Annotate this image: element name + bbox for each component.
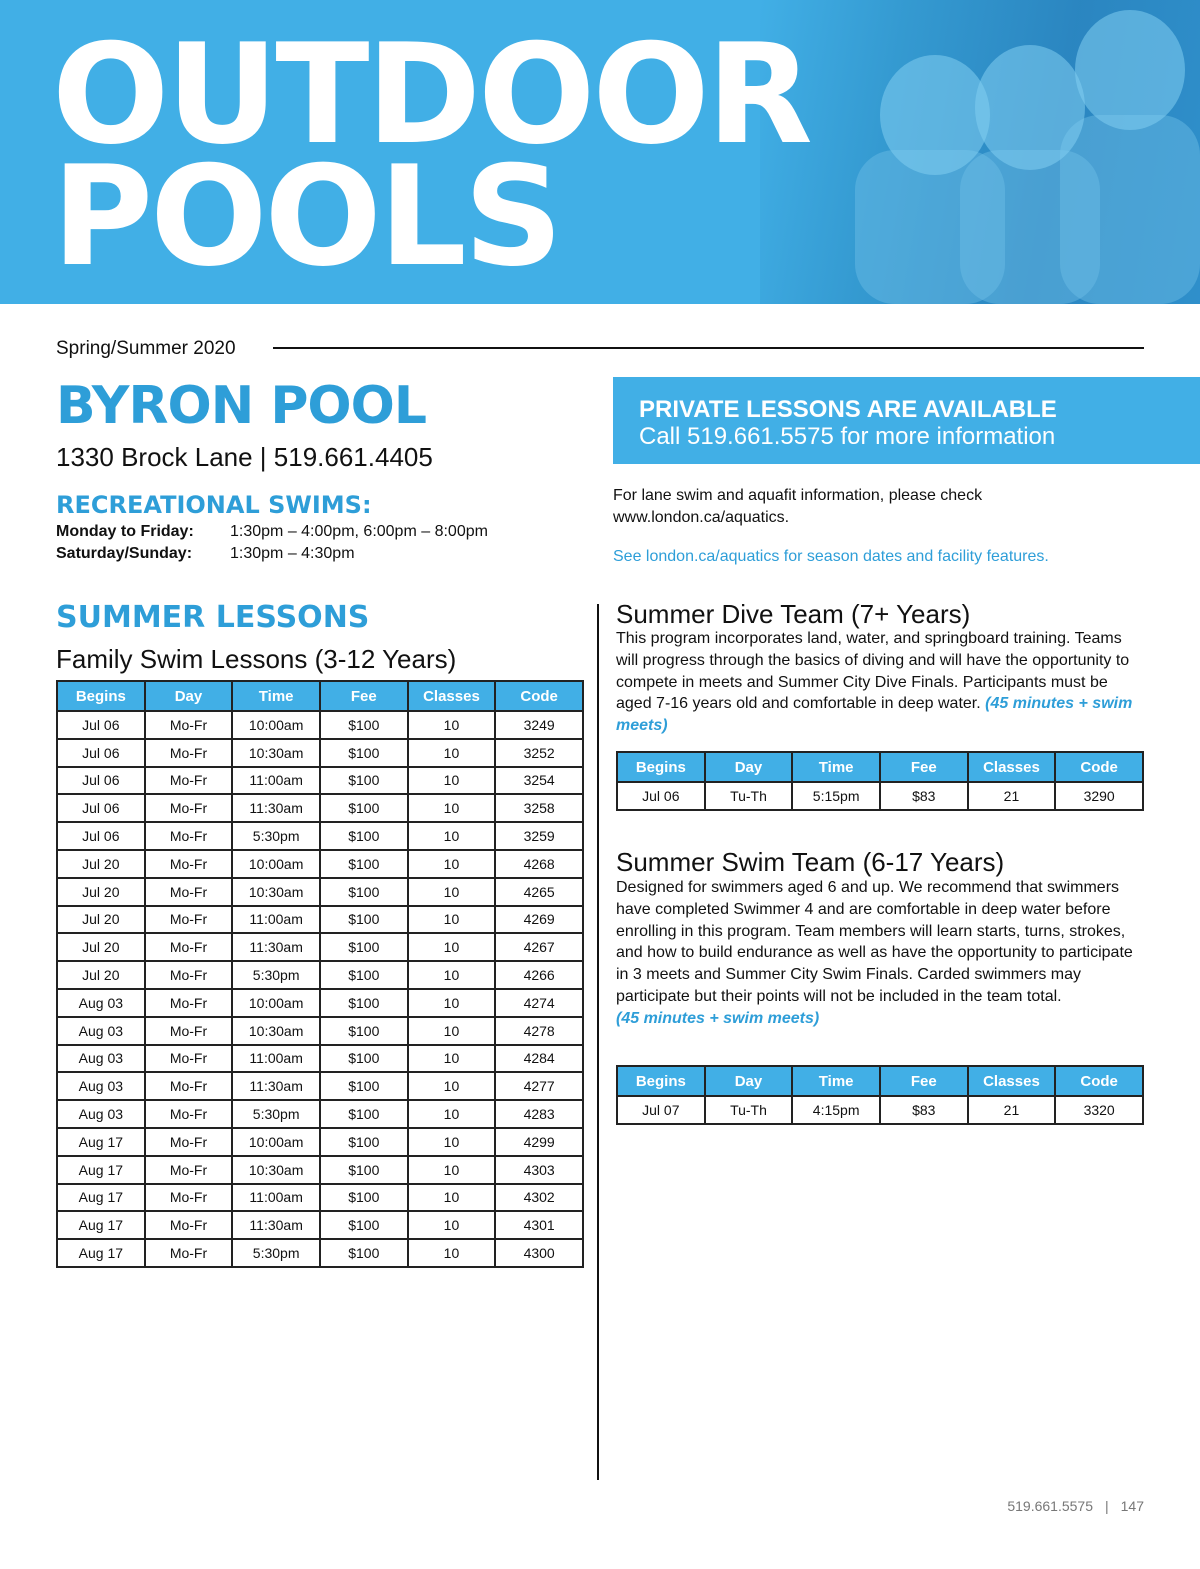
table-cell: 11:30am bbox=[232, 794, 320, 822]
table-cell: Aug 03 bbox=[57, 1017, 145, 1045]
swim-duration-note: (45 minutes + swim meets) bbox=[616, 1009, 820, 1027]
table-cell: 4265 bbox=[495, 878, 583, 906]
table-cell: 4266 bbox=[495, 961, 583, 989]
table-body bbox=[617, 782, 1143, 810]
table-cell: Mo-Fr bbox=[145, 961, 233, 989]
pool-name: BYRON POOL bbox=[56, 376, 426, 436]
table-cell: 10 bbox=[408, 711, 496, 739]
table-cell: 10:30am bbox=[232, 1017, 320, 1045]
table-row bbox=[57, 1072, 583, 1100]
table-row bbox=[57, 906, 583, 934]
table-cell: Mo-Fr bbox=[145, 1211, 233, 1239]
table-cell: 4301 bbox=[495, 1211, 583, 1239]
table-cell: Mo-Fr bbox=[145, 822, 233, 850]
column-header: Fee bbox=[880, 752, 968, 782]
banner-title bbox=[52, 14, 810, 297]
column-header: Time bbox=[792, 752, 880, 782]
recreational-hours: 1:30pm – 4:30pm bbox=[230, 545, 355, 562]
table-cell: Jul 06 bbox=[57, 739, 145, 767]
children-photo bbox=[760, 0, 1200, 304]
table-row bbox=[57, 850, 583, 878]
table-cell: Mo-Fr bbox=[145, 1239, 233, 1267]
table-cell: Aug 17 bbox=[57, 1211, 145, 1239]
table-cell: 4302 bbox=[495, 1184, 583, 1212]
recreational-row bbox=[56, 545, 355, 563]
page-number: 147 bbox=[1120, 1498, 1144, 1514]
table-cell: Jul 06 bbox=[57, 822, 145, 850]
table-cell: $100 bbox=[320, 739, 408, 767]
table-body bbox=[57, 711, 583, 1267]
table-cell: Mo-Fr bbox=[145, 767, 233, 795]
table-cell: $100 bbox=[320, 878, 408, 906]
table-cell: 10 bbox=[408, 1072, 496, 1100]
table-cell: Aug 17 bbox=[57, 1239, 145, 1267]
table-row bbox=[57, 961, 583, 989]
table-cell: 10 bbox=[408, 906, 496, 934]
table-cell: Mo-Fr bbox=[145, 850, 233, 878]
table-row bbox=[57, 711, 583, 739]
table-cell: Tu-Th bbox=[705, 782, 793, 810]
table-cell: $100 bbox=[320, 961, 408, 989]
table-cell: Aug 03 bbox=[57, 1100, 145, 1128]
summer-lessons-title: SUMMER LESSONS bbox=[56, 600, 370, 635]
table-cell: Mo-Fr bbox=[145, 1100, 233, 1128]
table-cell: $100 bbox=[320, 794, 408, 822]
private-lessons-title: PRIVATE LESSONS ARE AVAILABLE bbox=[639, 396, 1057, 423]
table-row bbox=[617, 782, 1143, 810]
table-cell: 5:30pm bbox=[232, 1239, 320, 1267]
dive-description-text: This program incorporates land, water, and springboard training. Teams will progress through the basics of diving and will have the opportunity to compete in meets and Summer City Dive Finals. Participants must be aged 7-16 years old and comfortable in deep water. bbox=[616, 630, 1130, 713]
table-cell: Mo-Fr bbox=[145, 933, 233, 961]
column-header: Time bbox=[232, 681, 320, 711]
pool-address: 1330 Brock Lane | 519.661.4405 bbox=[56, 442, 433, 472]
table-cell: 10:00am bbox=[232, 850, 320, 878]
table-cell: $100 bbox=[320, 1239, 408, 1267]
table-cell: 4299 bbox=[495, 1128, 583, 1156]
table-cell: 4278 bbox=[495, 1017, 583, 1045]
table-row bbox=[57, 1100, 583, 1128]
column-divider bbox=[597, 604, 599, 1480]
column-header: Day bbox=[705, 752, 793, 782]
column-header: Day bbox=[145, 681, 233, 711]
table-cell: 4268 bbox=[495, 850, 583, 878]
table-cell: $100 bbox=[320, 1211, 408, 1239]
column-header: Begins bbox=[57, 681, 145, 711]
table-cell: 4269 bbox=[495, 906, 583, 934]
footer-separator: | bbox=[1105, 1498, 1109, 1514]
table-cell: 4267 bbox=[495, 933, 583, 961]
family-swim-title: Family Swim Lessons (3-12 Years) bbox=[56, 644, 457, 674]
table-cell: Mo-Fr bbox=[145, 878, 233, 906]
table-cell: 3252 bbox=[495, 739, 583, 767]
table-cell: 10:30am bbox=[232, 739, 320, 767]
season-row bbox=[56, 338, 1144, 362]
header-banner bbox=[0, 0, 1200, 304]
page-footer bbox=[1007, 1498, 1144, 1514]
table-row bbox=[57, 767, 583, 795]
table-cell: $100 bbox=[320, 1100, 408, 1128]
table-cell: Aug 17 bbox=[57, 1128, 145, 1156]
photo-shape bbox=[880, 55, 990, 175]
table-cell: 11:30am bbox=[232, 933, 320, 961]
table-cell: Jul 06 bbox=[57, 711, 145, 739]
column-header: Day bbox=[705, 1066, 793, 1096]
table-cell: Jul 20 bbox=[57, 961, 145, 989]
table-row bbox=[57, 933, 583, 961]
table-cell: Aug 03 bbox=[57, 989, 145, 1017]
table-cell: 10 bbox=[408, 850, 496, 878]
table-row bbox=[57, 1017, 583, 1045]
table-cell: 11:00am bbox=[232, 906, 320, 934]
table-cell: 4303 bbox=[495, 1156, 583, 1184]
table-cell: $100 bbox=[320, 906, 408, 934]
table-cell: 4:15pm bbox=[792, 1096, 880, 1124]
table-header-row bbox=[617, 752, 1143, 782]
table-cell: 3249 bbox=[495, 711, 583, 739]
table-row bbox=[57, 739, 583, 767]
recreational-row bbox=[56, 523, 488, 541]
table-cell: 4284 bbox=[495, 1045, 583, 1073]
table-cell: 10 bbox=[408, 878, 496, 906]
table-cell: 3259 bbox=[495, 822, 583, 850]
table-cell: 10 bbox=[408, 1017, 496, 1045]
photo-shape bbox=[1060, 115, 1200, 304]
table-cell: Mo-Fr bbox=[145, 739, 233, 767]
table-cell: 3254 bbox=[495, 767, 583, 795]
table-cell: 10:00am bbox=[232, 711, 320, 739]
table-cell: Aug 17 bbox=[57, 1156, 145, 1184]
column-header: Begins bbox=[617, 752, 705, 782]
column-header: Fee bbox=[880, 1066, 968, 1096]
table-cell: Mo-Fr bbox=[145, 1017, 233, 1045]
column-header: Time bbox=[792, 1066, 880, 1096]
table-cell: $100 bbox=[320, 1017, 408, 1045]
table-cell: 11:30am bbox=[232, 1211, 320, 1239]
table-cell: 10 bbox=[408, 933, 496, 961]
table-cell: Jul 07 bbox=[617, 1096, 705, 1124]
table-cell: 11:00am bbox=[232, 767, 320, 795]
dive-team-description bbox=[616, 628, 1136, 737]
column-header: Code bbox=[1055, 752, 1143, 782]
footer-phone: 519.661.5575 bbox=[1007, 1498, 1093, 1514]
table-cell: 10 bbox=[408, 1156, 496, 1184]
table-cell: Mo-Fr bbox=[145, 1072, 233, 1100]
table-cell: 10 bbox=[408, 1184, 496, 1212]
table-cell: Mo-Fr bbox=[145, 906, 233, 934]
table-cell: Aug 03 bbox=[57, 1072, 145, 1100]
table-row bbox=[57, 1184, 583, 1212]
table-row bbox=[57, 1211, 583, 1239]
table-cell: Jul 20 bbox=[57, 878, 145, 906]
banner-title-line1: OUTDOOR bbox=[52, 14, 810, 175]
table-cell: 4283 bbox=[495, 1100, 583, 1128]
table-cell: Mo-Fr bbox=[145, 1045, 233, 1073]
swim-team-description bbox=[616, 877, 1136, 1030]
dive-duration-note: (45 minutes + swim meets) bbox=[616, 695, 1133, 735]
column-header: Classes bbox=[968, 1066, 1056, 1096]
table-cell: $100 bbox=[320, 1072, 408, 1100]
table-cell: 10 bbox=[408, 1128, 496, 1156]
table-cell: 11:00am bbox=[232, 1045, 320, 1073]
table-cell: 4277 bbox=[495, 1072, 583, 1100]
column-header: Begins bbox=[617, 1066, 705, 1096]
recreational-day-label: Monday to Friday: bbox=[56, 523, 194, 540]
private-lessons-subtitle: Call 519.661.5575 for more information bbox=[639, 423, 1056, 450]
table-cell: Jul 06 bbox=[57, 794, 145, 822]
table-cell: 10 bbox=[408, 961, 496, 989]
table-cell: Mo-Fr bbox=[145, 989, 233, 1017]
table-cell: 5:30pm bbox=[232, 1100, 320, 1128]
column-header: Fee bbox=[320, 681, 408, 711]
private-lessons-box bbox=[613, 377, 1200, 464]
table-cell: 10:00am bbox=[232, 989, 320, 1017]
photo-shape bbox=[1075, 10, 1185, 130]
table-cell: 10 bbox=[408, 989, 496, 1017]
table-row bbox=[57, 822, 583, 850]
table-cell: Jul 20 bbox=[57, 906, 145, 934]
table-body bbox=[617, 1096, 1143, 1124]
table-cell: 10 bbox=[408, 822, 496, 850]
table-row bbox=[57, 878, 583, 906]
recreational-hours: 1:30pm – 4:00pm, 6:00pm – 8:00pm bbox=[230, 523, 488, 540]
table-cell: 4300 bbox=[495, 1239, 583, 1267]
table-cell: $83 bbox=[880, 782, 968, 810]
table-cell: 10 bbox=[408, 1211, 496, 1239]
table-cell: 5:15pm bbox=[792, 782, 880, 810]
table-cell: 11:00am bbox=[232, 1184, 320, 1212]
swim-team-table bbox=[616, 1065, 1144, 1125]
column-header: Classes bbox=[408, 681, 496, 711]
table-cell: $100 bbox=[320, 822, 408, 850]
dive-team-table bbox=[616, 751, 1144, 811]
swim-team-title: Summer Swim Team (6-17 Years) bbox=[616, 847, 1005, 877]
table-cell: Jul 06 bbox=[57, 767, 145, 795]
table-cell: $100 bbox=[320, 850, 408, 878]
table-cell: 10 bbox=[408, 1239, 496, 1267]
table-cell: 5:30pm bbox=[232, 961, 320, 989]
table-row bbox=[57, 1239, 583, 1267]
table-row bbox=[57, 989, 583, 1017]
table-cell: $100 bbox=[320, 1045, 408, 1073]
table-cell: 10:00am bbox=[232, 1128, 320, 1156]
table-cell: 3290 bbox=[1055, 782, 1143, 810]
table-cell: Mo-Fr bbox=[145, 1184, 233, 1212]
season-divider bbox=[273, 347, 1144, 349]
table-cell: 10 bbox=[408, 1045, 496, 1073]
table-cell: $100 bbox=[320, 1128, 408, 1156]
season-label: Spring/Summer 2020 bbox=[56, 338, 246, 360]
column-header: Code bbox=[1055, 1066, 1143, 1096]
table-cell: $100 bbox=[320, 989, 408, 1017]
table-cell: 10 bbox=[408, 767, 496, 795]
table-cell: 3320 bbox=[1055, 1096, 1143, 1124]
swim-description-text: Designed for swimmers aged 6 and up. We recommend that swimmers have completed Swimmer 4 and are comfortable in deep water before enrolling in this program. Team members will learn starts, turns, strokes, and how to build endurance as well as have the opportunity to participate in 3 meets and Summer City Swim Finals. Carded swimmers may participate but their points will not be included in the team total. bbox=[616, 879, 1133, 1005]
table-cell: 21 bbox=[968, 1096, 1056, 1124]
recreational-day-label: Saturday/Sunday: bbox=[56, 545, 193, 562]
table-cell: 4274 bbox=[495, 989, 583, 1017]
table-cell: Aug 03 bbox=[57, 1045, 145, 1073]
table-row bbox=[57, 1045, 583, 1073]
table-row bbox=[57, 1156, 583, 1184]
table-cell: $100 bbox=[320, 1184, 408, 1212]
table-cell: $100 bbox=[320, 933, 408, 961]
table-header-row bbox=[57, 681, 583, 711]
table-cell: Mo-Fr bbox=[145, 794, 233, 822]
table-cell: Tu-Th bbox=[705, 1096, 793, 1124]
table-cell: 21 bbox=[968, 782, 1056, 810]
banner-title-line2: POOLS bbox=[52, 136, 561, 297]
table-cell: Aug 17 bbox=[57, 1184, 145, 1212]
table-cell: Mo-Fr bbox=[145, 1128, 233, 1156]
table-cell: $100 bbox=[320, 767, 408, 795]
table-header-row bbox=[617, 1066, 1143, 1096]
table-cell: 11:30am bbox=[232, 1072, 320, 1100]
table-cell: $83 bbox=[880, 1096, 968, 1124]
photo-shape bbox=[975, 45, 1085, 170]
table-row bbox=[617, 1096, 1143, 1124]
table-cell: Jul 20 bbox=[57, 850, 145, 878]
dive-team-title: Summer Dive Team (7+ Years) bbox=[616, 599, 971, 629]
lane-swim-info: For lane swim and aquafit information, please check www.london.ca/aquatics. bbox=[613, 487, 983, 526]
column-header: Classes bbox=[968, 752, 1056, 782]
column-header: Code bbox=[495, 681, 583, 711]
aquatics-link[interactable]: See london.ca/aquatics for season dates and facility features. bbox=[613, 548, 1049, 565]
table-cell: Jul 20 bbox=[57, 933, 145, 961]
table-cell: 10 bbox=[408, 739, 496, 767]
table-cell: Mo-Fr bbox=[145, 1156, 233, 1184]
family-lessons-table bbox=[56, 680, 584, 1268]
table-cell: 3258 bbox=[495, 794, 583, 822]
table-cell: $100 bbox=[320, 1156, 408, 1184]
table-row bbox=[57, 794, 583, 822]
table-cell: 10:30am bbox=[232, 878, 320, 906]
table-cell: Mo-Fr bbox=[145, 711, 233, 739]
table-row bbox=[57, 1128, 583, 1156]
table-cell: $100 bbox=[320, 711, 408, 739]
table-cell: Jul 06 bbox=[617, 782, 705, 810]
table-cell: 5:30pm bbox=[232, 822, 320, 850]
table-cell: 10 bbox=[408, 794, 496, 822]
recreational-swims-title: RECREATIONAL SWIMS: bbox=[56, 491, 372, 519]
table-cell: 10:30am bbox=[232, 1156, 320, 1184]
table-cell: 10 bbox=[408, 1100, 496, 1128]
